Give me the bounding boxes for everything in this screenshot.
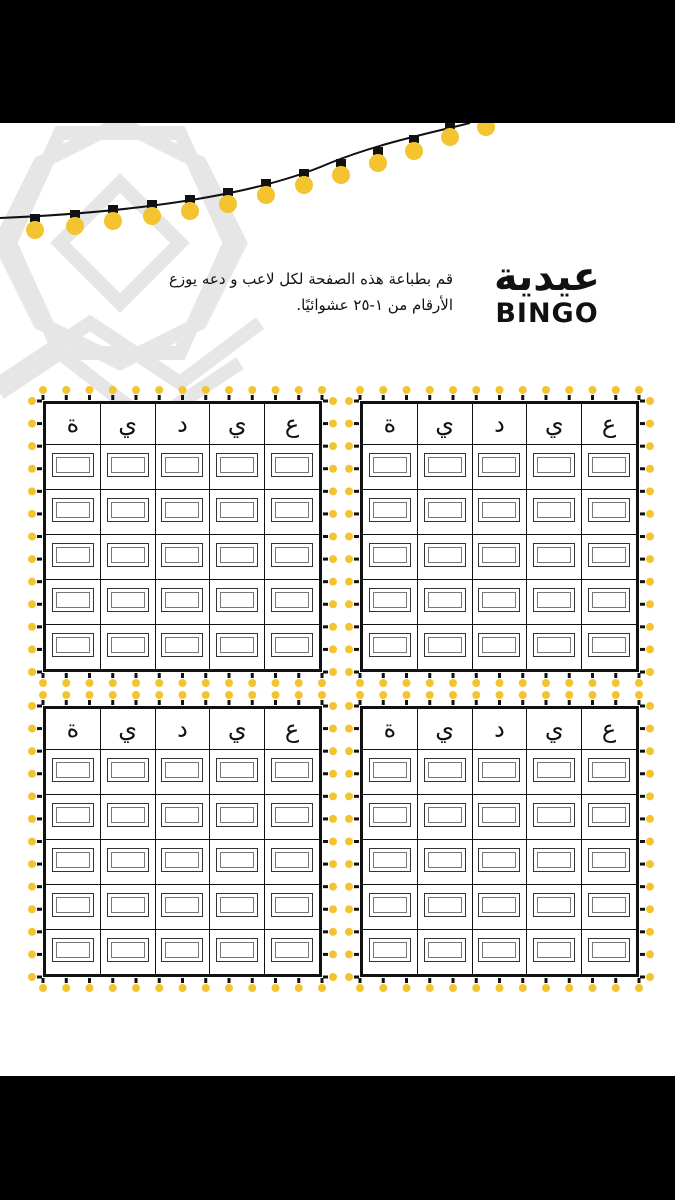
header-letter: د xyxy=(472,404,527,445)
number-frame xyxy=(216,758,258,782)
header-letter: ي xyxy=(527,404,582,445)
header-letter: ع xyxy=(265,709,320,750)
number-frame xyxy=(424,453,466,477)
logo-arabic-text: عيدية xyxy=(493,254,601,300)
grid-cell xyxy=(265,840,320,885)
grid-cell xyxy=(472,445,527,490)
bulb-cap xyxy=(373,147,383,155)
grid-row xyxy=(46,445,320,490)
header-letter: ي xyxy=(100,404,155,445)
grid-cell xyxy=(527,750,582,795)
number-frame xyxy=(369,938,411,962)
grid-cell xyxy=(472,535,527,580)
grid-cell xyxy=(527,490,582,535)
grid-cell xyxy=(582,930,637,975)
number-frame xyxy=(478,633,520,657)
number-frame xyxy=(533,803,575,827)
grid-cell xyxy=(265,445,320,490)
grid-cell xyxy=(363,445,418,490)
number-frame xyxy=(478,758,520,782)
grid-row xyxy=(363,490,637,535)
number-frame xyxy=(533,543,575,567)
number-frame xyxy=(588,758,630,782)
header-letter: ي xyxy=(417,709,472,750)
light-bulb xyxy=(219,195,237,213)
grid-cell xyxy=(210,750,265,795)
grid-cell xyxy=(582,535,637,580)
grid-cell xyxy=(417,840,472,885)
header-letter: ع xyxy=(582,404,637,445)
grid-cell xyxy=(417,885,472,930)
number-frame xyxy=(588,803,630,827)
grid-cell xyxy=(527,795,582,840)
number-frame xyxy=(161,498,203,522)
number-frame xyxy=(161,543,203,567)
number-frame xyxy=(369,588,411,612)
grid-cell xyxy=(46,580,101,625)
number-frame xyxy=(271,453,313,477)
grid-cell xyxy=(527,580,582,625)
grid-cell xyxy=(472,795,527,840)
bingo-card xyxy=(43,706,322,977)
number-frame xyxy=(424,633,466,657)
header-letter: ي xyxy=(417,404,472,445)
grid-cell xyxy=(582,795,637,840)
number-frame xyxy=(161,893,203,917)
grid-cell xyxy=(210,580,265,625)
grid-cell xyxy=(155,930,210,975)
light-bulb xyxy=(26,221,44,239)
grid-cell xyxy=(527,535,582,580)
grid-cell xyxy=(100,795,155,840)
light-bulb xyxy=(477,123,495,136)
grid-cell xyxy=(210,885,265,930)
header-row xyxy=(363,404,637,445)
light-bulb xyxy=(369,154,387,172)
grid-cell xyxy=(582,445,637,490)
grid-cell xyxy=(46,445,101,490)
number-frame xyxy=(52,803,94,827)
grid-cell xyxy=(363,750,418,795)
grid-cell xyxy=(527,625,582,670)
header-letter: ي xyxy=(210,404,265,445)
number-frame xyxy=(271,938,313,962)
number-frame xyxy=(478,848,520,872)
grid-row xyxy=(363,535,637,580)
bulb-cap xyxy=(70,210,80,218)
header-letter: د xyxy=(472,709,527,750)
number-frame xyxy=(52,453,94,477)
number-frame xyxy=(107,758,149,782)
light-bulb xyxy=(441,128,459,146)
number-frame xyxy=(107,633,149,657)
grid-cell xyxy=(46,885,101,930)
number-frame xyxy=(588,633,630,657)
grid-cell xyxy=(582,625,637,670)
grid-row xyxy=(46,930,320,975)
grid-cell xyxy=(472,750,527,795)
number-frame xyxy=(424,803,466,827)
grid-cell xyxy=(210,445,265,490)
grid-cell xyxy=(417,445,472,490)
header-letter: ي xyxy=(527,709,582,750)
number-frame xyxy=(369,453,411,477)
number-frame xyxy=(533,633,575,657)
grid-cell xyxy=(210,625,265,670)
number-frame xyxy=(424,498,466,522)
number-frame xyxy=(424,848,466,872)
number-frame xyxy=(216,893,258,917)
grid-cell xyxy=(363,490,418,535)
grid-cell xyxy=(527,930,582,975)
grid-cell xyxy=(100,535,155,580)
light-bulb xyxy=(332,166,350,184)
grid-cell xyxy=(155,445,210,490)
grid-cell xyxy=(527,840,582,885)
light-bulb xyxy=(143,207,161,225)
grid-cell xyxy=(265,625,320,670)
bingo-grid xyxy=(362,403,637,670)
grid-cell xyxy=(46,535,101,580)
number-frame xyxy=(271,803,313,827)
number-frame xyxy=(588,588,630,612)
number-frame xyxy=(107,938,149,962)
number-frame xyxy=(161,633,203,657)
bingo-card xyxy=(360,401,639,672)
number-frame xyxy=(107,803,149,827)
logo-bingo-text: BINGO xyxy=(495,298,599,329)
number-frame xyxy=(533,498,575,522)
grid-cell xyxy=(100,885,155,930)
grid-cell xyxy=(417,930,472,975)
number-frame xyxy=(478,938,520,962)
number-frame xyxy=(52,498,94,522)
grid-cell xyxy=(363,535,418,580)
header-letter: ي xyxy=(210,709,265,750)
number-frame xyxy=(107,453,149,477)
grid-cell xyxy=(265,795,320,840)
number-frame xyxy=(52,893,94,917)
bulb-cap xyxy=(336,159,346,167)
header-letter: د xyxy=(155,709,210,750)
bulb-cap xyxy=(30,214,40,222)
number-frame xyxy=(107,848,149,872)
bulb-cap xyxy=(261,179,271,187)
number-frame xyxy=(478,893,520,917)
grid-cell xyxy=(100,625,155,670)
number-frame xyxy=(424,758,466,782)
bingo-grid xyxy=(45,403,320,670)
grid-cell xyxy=(155,580,210,625)
header-letter: ي xyxy=(100,709,155,750)
grid-row xyxy=(363,930,637,975)
grid-row xyxy=(363,885,637,930)
number-frame xyxy=(533,848,575,872)
bingo-card xyxy=(43,401,322,672)
grid-cell xyxy=(155,490,210,535)
bulb-cap xyxy=(147,200,157,208)
grid-row xyxy=(46,490,320,535)
grid-cell xyxy=(155,795,210,840)
header-row xyxy=(363,709,637,750)
grid-cell xyxy=(582,885,637,930)
number-frame xyxy=(533,938,575,962)
grid-cell xyxy=(265,535,320,580)
header-letter: ة xyxy=(363,404,418,445)
number-frame xyxy=(271,758,313,782)
grid-row xyxy=(363,580,637,625)
number-frame xyxy=(52,938,94,962)
number-frame xyxy=(533,758,575,782)
number-frame xyxy=(52,588,94,612)
grid-cell xyxy=(100,930,155,975)
grid-cell xyxy=(582,750,637,795)
bingo-grid xyxy=(45,708,320,975)
grid-row xyxy=(46,580,320,625)
light-bulb xyxy=(181,202,199,220)
number-frame xyxy=(216,848,258,872)
grid-row xyxy=(46,625,320,670)
number-frame xyxy=(478,588,520,612)
header-row xyxy=(46,404,320,445)
header-letter: ة xyxy=(46,404,101,445)
number-frame xyxy=(216,498,258,522)
grid-cell xyxy=(100,840,155,885)
grid-cell xyxy=(100,580,155,625)
number-frame xyxy=(588,938,630,962)
instructions-line-1: قم بطباعة هذه الصفحة لكل لاعب و دعه يوزع xyxy=(168,270,453,288)
grid-row xyxy=(363,445,637,490)
bulb-cap xyxy=(409,135,419,143)
header-row xyxy=(46,709,320,750)
header-letter: ة xyxy=(363,709,418,750)
number-frame xyxy=(216,938,258,962)
number-frame xyxy=(588,453,630,477)
number-frame xyxy=(271,498,313,522)
grid-cell xyxy=(417,750,472,795)
grid-cell xyxy=(265,930,320,975)
grid-cell xyxy=(527,445,582,490)
number-frame xyxy=(369,848,411,872)
number-frame xyxy=(107,543,149,567)
bulb-cap xyxy=(223,188,233,196)
grid-cell xyxy=(210,840,265,885)
number-frame xyxy=(161,848,203,872)
grid-cell xyxy=(100,490,155,535)
grid-cell xyxy=(472,885,527,930)
number-frame xyxy=(424,543,466,567)
number-frame xyxy=(216,453,258,477)
grid-cell xyxy=(46,490,101,535)
number-frame xyxy=(161,938,203,962)
bulb-cap xyxy=(299,169,309,177)
grid-cell xyxy=(417,580,472,625)
grid-cell xyxy=(155,840,210,885)
grid-cell xyxy=(472,840,527,885)
grid-cell xyxy=(363,885,418,930)
grid-cell xyxy=(155,535,210,580)
grid-cell xyxy=(472,490,527,535)
grid-cell xyxy=(210,535,265,580)
grid-row xyxy=(46,885,320,930)
grid-row xyxy=(46,750,320,795)
number-frame xyxy=(271,633,313,657)
number-frame xyxy=(216,543,258,567)
grid-row xyxy=(363,840,637,885)
grid-cell xyxy=(527,885,582,930)
grid-row xyxy=(46,535,320,580)
grid-cell xyxy=(582,490,637,535)
number-frame xyxy=(52,848,94,872)
number-frame xyxy=(424,938,466,962)
number-frame xyxy=(588,498,630,522)
number-frame xyxy=(588,848,630,872)
number-frame xyxy=(216,633,258,657)
grid-cell xyxy=(417,535,472,580)
number-frame xyxy=(107,893,149,917)
grid-cell xyxy=(363,795,418,840)
header-letter: ع xyxy=(582,709,637,750)
number-frame xyxy=(533,453,575,477)
grid-cell xyxy=(46,625,101,670)
grid-cell xyxy=(472,625,527,670)
grid-cell xyxy=(417,795,472,840)
instructions-line-2: الأرقام من ١-٢٥ عشوائيًا. xyxy=(296,296,453,314)
grid-cell xyxy=(582,840,637,885)
grid-cell xyxy=(472,580,527,625)
grid-cell xyxy=(155,625,210,670)
number-frame xyxy=(369,633,411,657)
grid-cell xyxy=(155,885,210,930)
number-frame xyxy=(369,893,411,917)
grid-row xyxy=(46,795,320,840)
grid-cell xyxy=(417,490,472,535)
bingo-card xyxy=(360,706,639,977)
grid-cell xyxy=(265,580,320,625)
number-frame xyxy=(107,588,149,612)
header-letter: ة xyxy=(46,709,101,750)
number-frame xyxy=(478,498,520,522)
grid-cell xyxy=(582,580,637,625)
header-letter: ع xyxy=(265,404,320,445)
grid-cell xyxy=(100,445,155,490)
grid-cell xyxy=(210,930,265,975)
grid-cell xyxy=(472,930,527,975)
grid-cell xyxy=(265,750,320,795)
grid-cell xyxy=(46,840,101,885)
number-frame xyxy=(52,758,94,782)
grid-row xyxy=(363,625,637,670)
grid-cell xyxy=(265,885,320,930)
number-frame xyxy=(107,498,149,522)
number-frame xyxy=(533,893,575,917)
grid-cell xyxy=(363,580,418,625)
grid-row xyxy=(363,750,637,795)
number-frame xyxy=(161,758,203,782)
grid-cell xyxy=(210,795,265,840)
grid-cell xyxy=(46,795,101,840)
number-frame xyxy=(533,588,575,612)
light-bulb xyxy=(104,212,122,230)
number-frame xyxy=(588,543,630,567)
bulb-cap xyxy=(108,205,118,213)
number-frame xyxy=(424,893,466,917)
grid-cell xyxy=(363,625,418,670)
number-frame xyxy=(478,543,520,567)
grid-cell xyxy=(210,490,265,535)
number-frame xyxy=(478,453,520,477)
number-frame xyxy=(161,803,203,827)
grid-cell xyxy=(265,490,320,535)
number-frame xyxy=(369,498,411,522)
printable-page xyxy=(0,123,675,1076)
grid-cell xyxy=(46,930,101,975)
number-frame xyxy=(52,633,94,657)
grid-cell xyxy=(46,750,101,795)
logo xyxy=(488,255,606,345)
grid-cell xyxy=(363,930,418,975)
grid-cell xyxy=(417,625,472,670)
grid-row xyxy=(46,840,320,885)
light-bulb xyxy=(66,217,84,235)
light-bulb xyxy=(405,142,423,160)
bulb-cap xyxy=(185,195,195,203)
number-frame xyxy=(424,588,466,612)
number-frame xyxy=(161,588,203,612)
number-frame xyxy=(52,543,94,567)
grid-cell xyxy=(363,840,418,885)
grid-cell xyxy=(100,750,155,795)
number-frame xyxy=(478,803,520,827)
number-frame xyxy=(369,543,411,567)
number-frame xyxy=(161,453,203,477)
number-frame xyxy=(271,543,313,567)
number-frame xyxy=(271,588,313,612)
grid-cell xyxy=(155,750,210,795)
light-bulb xyxy=(295,176,313,194)
number-frame xyxy=(369,758,411,782)
bingo-grid xyxy=(362,708,637,975)
number-frame xyxy=(216,588,258,612)
number-frame xyxy=(271,893,313,917)
grid-row xyxy=(363,795,637,840)
header-letter: د xyxy=(155,404,210,445)
number-frame xyxy=(369,803,411,827)
number-frame xyxy=(271,848,313,872)
number-frame xyxy=(588,893,630,917)
instructions xyxy=(53,266,453,318)
number-frame xyxy=(216,803,258,827)
light-bulb xyxy=(257,186,275,204)
